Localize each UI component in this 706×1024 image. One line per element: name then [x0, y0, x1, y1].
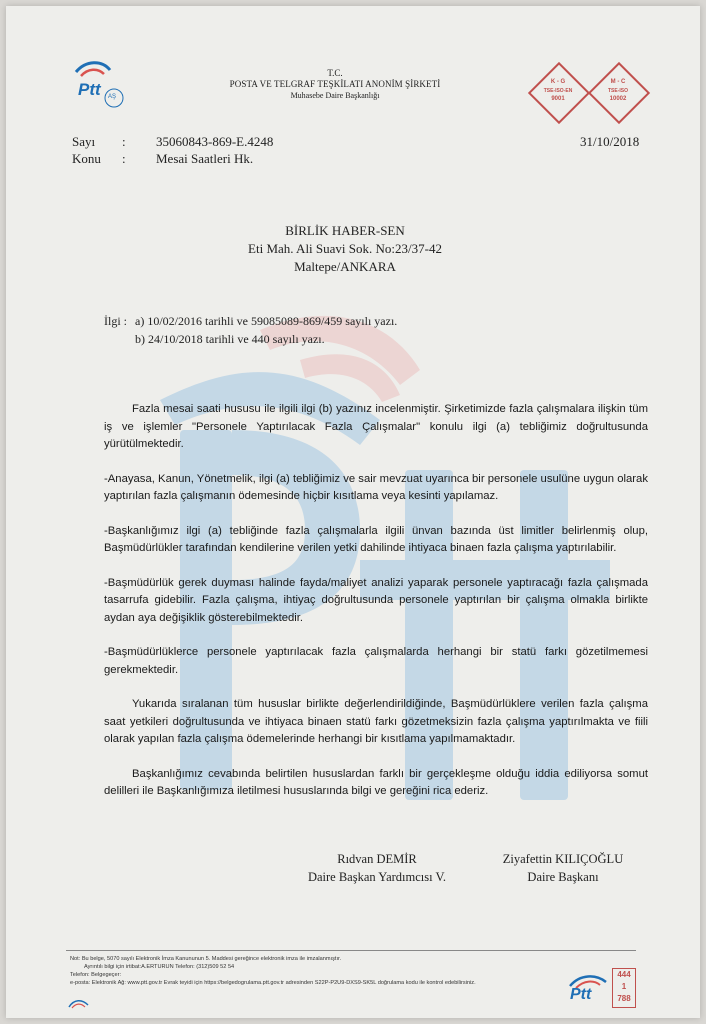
- letterhead-company: POSTA VE TELGRAF TEŞKİLATI ANONİM ŞİRKETİ: [229, 79, 441, 89]
- iso-stamp-1-line2: TSE-ISO-EN: [543, 88, 573, 94]
- footer-ptt-logo-text: Ptt: [570, 986, 592, 1003]
- body-paragraph: -Başmüdürlüklerce personele yaptırılacak fazla çalışmalarda herhangi bir statü farkı gözetilmemesi gerekmektedir.: [104, 646, 648, 676]
- iso-stamp-1: [530, 64, 586, 120]
- letter-body: [104, 401, 648, 801]
- body-paragraph: -Başkanlığımız ilgi (a) tebliğinde fazla çalışmalarla ilgili ünvan bazında üst limitler belirlenmiş olup, Başmüdürlükler tarafından kendilerine verilen yetki dahilinde ihtiyaca binaen fazla çalışma yaptırılabilir.: [104, 524, 648, 554]
- body-paragraph: -Başmüdürlük gerek duyması halinde fayda/maliyet analizi yaparak personele yaptıracağı fazla çalışmada tasarrufa gidebilir. Fazla çalışma, ihtiyaç doğrultusunda personele yaptırılan bir çalışma olmakla birlikte aydan aya değişiklik gösterebilmektedir.: [104, 576, 648, 624]
- body-paragraph: Başkanlığımız cevabında belirtilen hususlardan farklı bir gerçekleşme olduğu iddia ediliyorsa somut delilleri ile Başkanlığımıza iletilmesi hususlarında bilgi ve gereğini rica ederiz.: [104, 767, 648, 797]
- iso-stamp-1-line1: K - G: [550, 79, 566, 85]
- signature-title: Daire Başkanı: [527, 870, 599, 884]
- body-paragraph: Fazla mesai saati hususu ile ilgili ilgi (b) yazınız incelenmiştir. Şirketimizde fazla çalışmalara ilişkin tüm iş ve işlemler "Personele Yaptırılacak Fazla Çalışmalar" konulu ilgi (a) tebliğimiz doğrultusunda yürütülmektedir.: [104, 403, 648, 450]
- iso-stamp-2-line2: TSE-ISO: [607, 88, 628, 94]
- hotline-box: [612, 968, 636, 1008]
- recipient-address: Eti Mah. Ali Suavi Sok. No:23/37-42 Maltepe/ANKARA: [248, 241, 442, 274]
- body-paragraph: Yukarıda sıralanan tüm hususlar birlikte değerlendirildiğinde, Başmüdürlüklere verilen fazla çalışma saat yetkileri doğrultusunda ve ihtiyaca binaen statü farkı gözetmeksizin fazla çalışma yaptırılmakta ve fiili olarak yapılan fazla çalışma ödemelerinde herhangi bir kısıtlama yapılmamaktadır.: [104, 698, 648, 745]
- konu-label: Konu: [72, 151, 101, 166]
- hotline-part: 1: [621, 982, 627, 991]
- ptt-logo-sub: AŞ: [108, 94, 117, 100]
- body-paragraph: -Anayasa, Kanun, Yönetmelik, ilgi (a) tebliğimiz ve sair mevzuat uyarınca bir personele usulüne uygun olarak yaptırılan fazla çalışmanın ödemesinde hiçbir kısıtlama veya kesinti yapılamaz.: [104, 472, 648, 502]
- iso-stamp-2-line1: M - C: [610, 79, 626, 85]
- iso-stamp-2-line3: 10002: [609, 96, 627, 102]
- signature-title: Daire Başkan Yardımcısı V.: [307, 870, 447, 884]
- hotline-part: 444: [617, 970, 631, 979]
- reference-item: a) 10/02/2016 tarihli ve 59085089-869/459 sayılı yazı.: [135, 314, 398, 328]
- footer-divider: [66, 950, 636, 951]
- footer-line: Ayrıntılı bilgi için irtibat:A.ERTURUN Telefon: (312)509 52 54: [84, 964, 235, 970]
- reference-block: [104, 312, 397, 348]
- letterhead-department: Muhasebe Daire Başkanlığı: [290, 91, 380, 100]
- letterhead: [200, 68, 470, 101]
- letterhead-tc: T.C.: [327, 68, 343, 78]
- konu-value: Mesai Saatleri Hk.: [156, 151, 254, 166]
- signature-name: Ziyafettin KILIÇOĞLU: [502, 852, 624, 866]
- reference-item: b) 24/10/2018 tarihli ve 440 sayılı yazı.: [135, 332, 325, 346]
- hotline-part: 788: [617, 994, 631, 1003]
- reference-label: İlgi :: [104, 314, 127, 328]
- sayi-value: 35060843-869-E.4248: [156, 134, 274, 149]
- footer-notes: [70, 955, 570, 987]
- footer-line: Telefon: Belgegeçer:: [70, 972, 121, 978]
- recipient-block: [200, 222, 490, 276]
- signature-deputy: [282, 850, 472, 886]
- footer-line: e-posta: Elektronik Ağ: www.ptt.gov.tr Evrak teyidi için https://belgedogrulama.ptt.gov.tr adresinden S22P-P2U9-DXS9-SK5L doğrulama kodu ile kontrol edebilirsiniz.: [70, 980, 476, 986]
- sayi-colon: :: [122, 134, 126, 149]
- iso-stamp-2: [590, 64, 646, 120]
- konu-colon: :: [122, 151, 126, 166]
- sayi-label: Sayı: [72, 134, 96, 149]
- document-date: 31/10/2018: [580, 134, 640, 149]
- footer-emblem-icon: [68, 996, 90, 1008]
- iso-stamp-1-line3: 9001: [551, 96, 565, 102]
- ptt-logo-text: Ptt: [78, 80, 101, 99]
- recipient-name: BİRLİK HABER-SEN: [285, 223, 405, 238]
- ptt-logo: [68, 58, 130, 120]
- signature-name: Rıdvan DEMİR: [337, 852, 417, 866]
- footer-line: Not: Bu belge, 5070 sayılı Elektronik İmza Kanununun 5. Maddesi gereğince elektronik imza ile imzalanmıştır.: [70, 956, 342, 962]
- footer-ptt-logo: [566, 970, 612, 1010]
- signature-head: [478, 850, 648, 886]
